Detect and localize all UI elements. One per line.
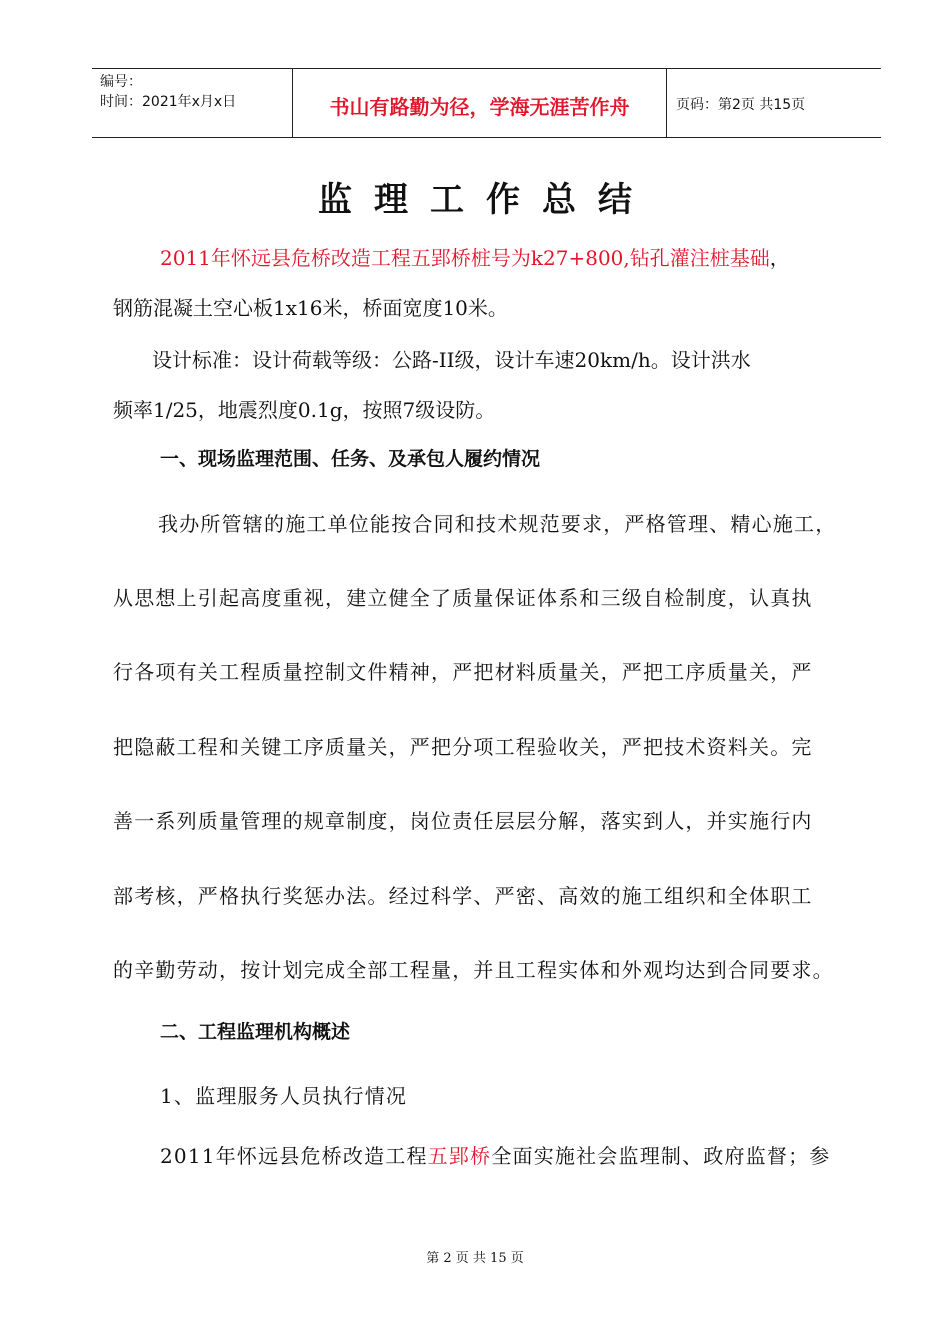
intro-line-1-end: ， bbox=[769, 246, 790, 270]
standard-line-2: 频率1/25，地震烈度0.1g，按照7级设防。 bbox=[113, 398, 496, 422]
header-table bbox=[92, 68, 881, 138]
section-2-line-suffix: 全面实施社会监理制、政府监督；参 bbox=[491, 1144, 831, 1168]
header-page-label: 页码：第2页 共15页 bbox=[676, 97, 806, 113]
document-number-label: 编号： bbox=[100, 74, 142, 90]
section-1-line: 我办所管辖的施工单位能按合同和技术规范要求，严格管理、精心施工， bbox=[158, 512, 837, 536]
section-2-subheading: 1、监理服务人员执行情况 bbox=[160, 1084, 408, 1108]
header-motto-cell bbox=[292, 69, 667, 137]
section-2-line bbox=[160, 1140, 831, 1169]
section-2-line-highlight: 五郢桥 bbox=[427, 1144, 492, 1168]
section-1-line: 善一系列质量管理的规章制度，岗位责任层层分解，落实到人，并实施行内 bbox=[113, 809, 813, 833]
header-page-cell bbox=[666, 69, 881, 137]
intro-line-2: 钢筋混凝土空心板1x16米，桥面宽度10米。 bbox=[113, 296, 508, 320]
section-1-line: 行各项有关工程质量控制文件精神，严把材料质量关，严把工序质量关，严 bbox=[113, 660, 813, 684]
document-time-label: 时间：2021年x月x日 bbox=[100, 94, 237, 110]
section-1-heading: 一、现场监理范围、任务、及承包人履约情况 bbox=[160, 448, 541, 470]
intro-line-1 bbox=[160, 242, 790, 271]
section-1-line: 部考核，严格执行奖惩办法。经过科学、严密、高效的施工组织和全体职工 bbox=[113, 884, 813, 908]
page-footer: 第 2 页 共 15 页 bbox=[426, 1251, 524, 1266]
page-title: 监理工作总结 bbox=[318, 180, 654, 220]
header-info-cell bbox=[92, 69, 292, 137]
section-1-line: 的辛勤劳动，按计划完成全部工程量，并且工程实体和外观均达到合同要求。 bbox=[113, 958, 834, 982]
section-2-line-prefix: 2011年怀远县危桥改造工程 bbox=[160, 1144, 428, 1168]
intro-line-1-text: 2011年怀远县危桥改造工程五郢桥桩号为k27+800,钻孔灌注桩基础 bbox=[160, 246, 770, 270]
section-2-heading: 二、工程监理机构概述 bbox=[160, 1021, 351, 1043]
standard-line-1: 设计标准：设计荷载等级：公路-II级，设计车速20km/h。设计洪水 bbox=[152, 348, 751, 372]
section-1-line: 从思想上引起高度重视，建立健全了质量保证体系和三级自检制度，认真执 bbox=[113, 586, 813, 610]
header-motto: 书山有路勤为径，学海无涯苦作舟 bbox=[329, 95, 630, 119]
section-1-line: 把隐蔽工程和关键工序质量关，严把分项工程验收关，严把技术资料关。完 bbox=[113, 735, 813, 759]
